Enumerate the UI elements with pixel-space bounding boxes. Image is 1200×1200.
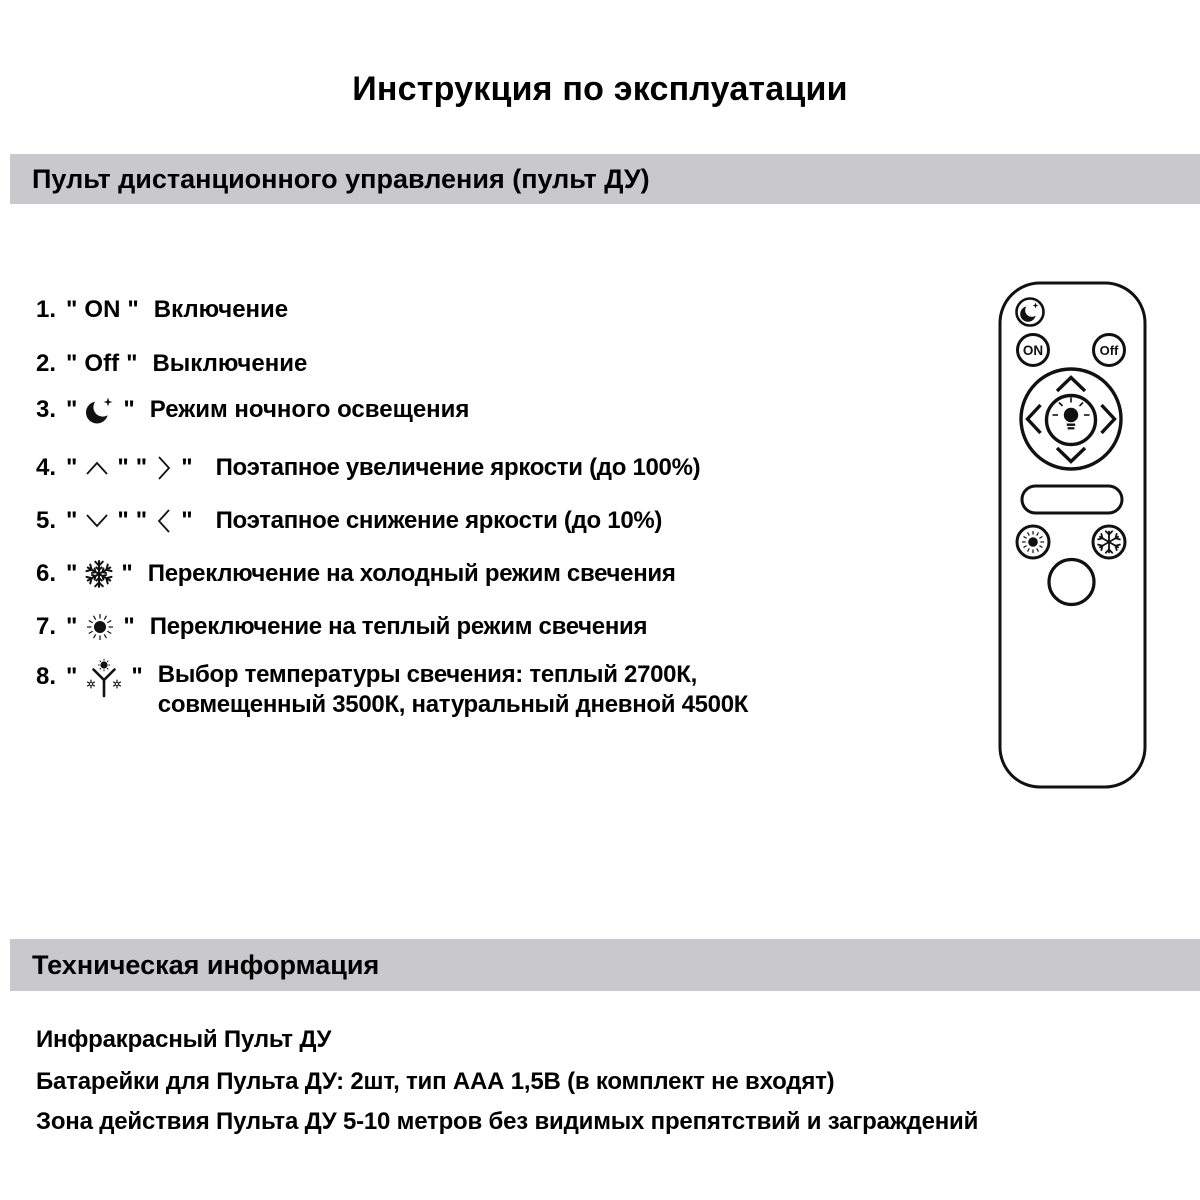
list-item-5 [36,503,662,539]
item-text: Переключение на холодный режим свечения [147,560,676,587]
list-item-7 [36,609,647,645]
quote-close: " [131,663,143,690]
section-header-tech [10,939,1200,991]
section-header-remote-label: Пульт дистанционного управления (пульт ДУ) [32,163,650,194]
quote-close: " [117,454,129,481]
item-text: Поэтапное увеличение яркости (до 100%) [215,454,701,481]
quote-open: " [66,560,78,587]
display-window [1022,486,1122,513]
quote-open: " [66,507,78,534]
item-text: Выключение [152,350,308,377]
item-number: 8. [36,663,57,690]
item-text: Поэтапное снижение яркости (до 10%) [215,507,663,534]
item-text: Режим ночного освещения [149,396,470,423]
quote-close: " [117,507,129,534]
off-button [1094,335,1125,366]
item-text-line1: Выбор температуры свечения: теплый 2700К, [157,661,697,688]
chevron-left-icon [154,507,174,535]
warm-mode-button [1017,526,1049,558]
item-number: 7. [36,613,57,640]
item-text [158,660,748,720]
on-button [1018,335,1049,366]
item-number: 4. [36,454,57,481]
list-item-4 [36,450,700,486]
tech-line-2: Батарейки для Пульта ДУ: 2шт, тип ААА 1,5В (в комплект не входят) [36,1068,835,1095]
item-number: 6. [36,560,57,587]
color-temperature-branch-icon [84,658,124,702]
item-text: Включение [153,296,289,323]
quote-open: " [66,663,78,690]
list-item-6 [36,556,676,592]
quote-open: " [135,507,148,534]
list-item-8 [36,660,748,720]
list-item-2 [36,346,307,382]
quote-close: " [123,613,135,640]
quote-open: " [66,350,78,377]
quote-close: " [127,296,139,323]
quote-close: " [126,350,138,377]
svg-text:Off: Off [1099,342,1119,358]
section-header-remote [10,154,1200,204]
item-number: 2. [36,350,57,377]
chevron-right-icon [154,454,174,482]
section-header-tech-label: Техническая информация [32,949,380,980]
chevron-down-icon [84,510,110,532]
quote-open: " [66,613,78,640]
quote-close: " [181,454,193,481]
quote-open: " [66,396,78,423]
list-item-1 [36,292,288,328]
quote-close: " [181,507,193,534]
page-title: Инструкция по эксплуатации [352,70,848,108]
dpad-brightness [1021,369,1121,469]
item-number: 3. [36,396,57,423]
tech-line-3: Зона действия Пульта ДУ 5-10 метров без видимых препятствий и заграждений [36,1108,979,1135]
quote-close: " [121,560,133,587]
list-item-3 [36,392,469,428]
round-button [1049,560,1094,605]
quote-open: " [135,454,148,481]
svg-text:ON: ON [1022,343,1044,358]
chevron-up-icon [84,457,110,479]
item-text: Переключение на теплый режим свечения [149,613,648,640]
sun-icon [84,611,116,643]
snowflake-icon [84,559,114,589]
remote-control-illustration [993,276,1153,794]
night-mode-button [1017,299,1044,326]
cold-mode-button [1093,526,1125,558]
on-label: ON [84,296,121,323]
quote-close: " [123,396,135,423]
tech-line-1: Инфракрасный Пульт ДУ [36,1026,332,1053]
item-text-line2: совмещенный 3500К, натуральный дневной 4500К [157,691,749,718]
item-number: 1. [36,296,57,323]
item-number: 5. [36,507,57,534]
crescent-moon-star-icon [84,394,116,426]
off-label: Off [84,350,120,377]
quote-open: " [66,296,78,323]
quote-open: " [66,454,78,481]
